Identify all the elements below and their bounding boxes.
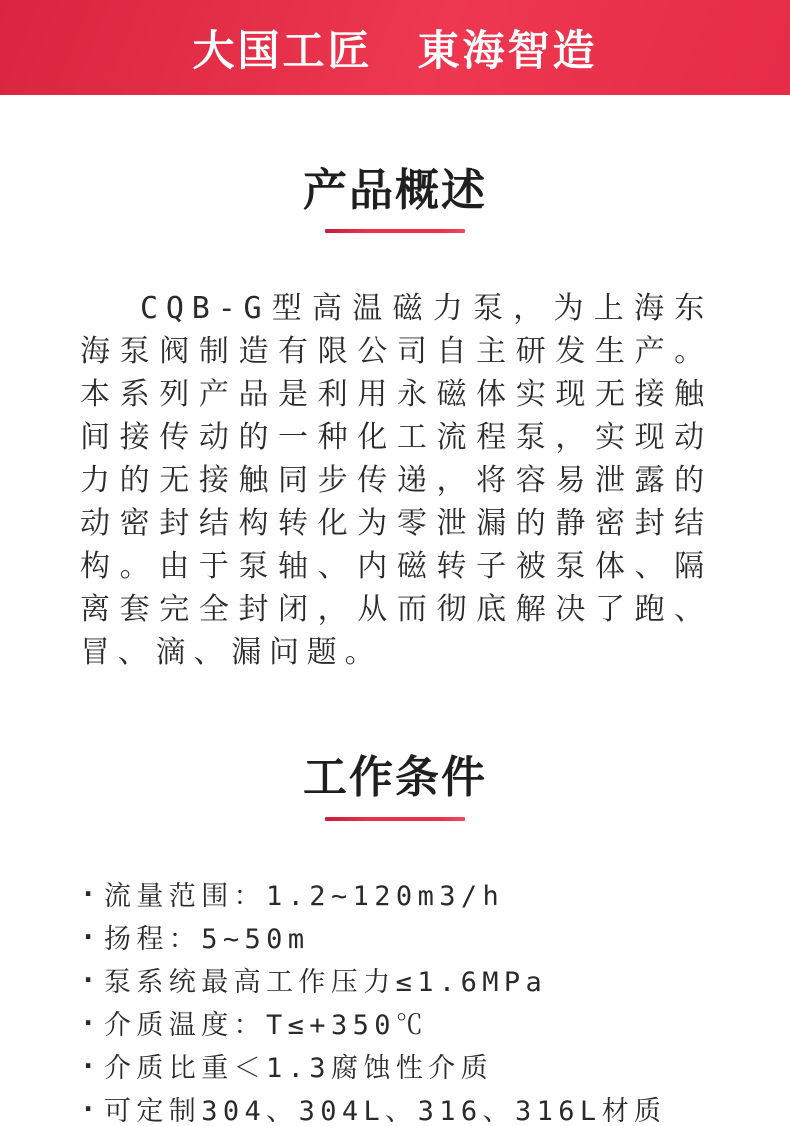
list-item [80,1047,720,1090]
section-overview [0,95,790,674]
conditions-list [80,875,720,1126]
overview-heading: 产品概述 [303,166,487,215]
list-item [80,918,720,961]
condition-text-head: 扬程：5~50m [104,923,310,955]
list-item [80,1004,720,1047]
condition-text-specific-gravity: 介质比重＜1.3腐蚀性介质 [104,1052,493,1084]
bullet-dot: · [80,921,102,953]
bullet-dot: · [80,964,102,996]
list-item [80,1090,720,1126]
condition-text-flow-range: 流量范围：1.2~120m3/h [104,880,505,912]
top-banner [0,0,790,95]
section-working-conditions [0,674,790,1126]
list-item [80,875,720,918]
bullet-dot: · [80,1007,102,1039]
bullet-dot: · [80,1093,102,1125]
overview-paragraph: CQB-G型高温磁力泵，为上海东海泵阀制造有限公司自主研发生产。本系列产品是利用永磁体实现无接触间接传动的一种化工流程泵，实现动力的无接触同步传递，将容易泄露的动密封结构转化为零泄漏的静密封结构。由于泵轴、内磁转子被泵体、隔离套完全封闭，从而彻底解决了跑、冒、滴、漏问题。 [80,291,712,671]
conditions-heading: 工作条件 [303,753,487,803]
bullet-dot: · [80,1050,102,1082]
conditions-heading-underline [325,817,465,821]
condition-text-material-options: 可定制304、304L、316、316L材质 [104,1095,667,1126]
list-item [80,961,720,1004]
banner-title: 大国工匠 東海智造 [192,26,598,74]
bullet-dot: · [80,878,102,910]
condition-text-medium-temperature: 介质温度：T≤+350℃ [104,1009,429,1041]
condition-text-max-pressure: 泵系统最高工作压力≤1.6MPa [104,966,548,998]
overview-heading-underline [325,229,465,233]
